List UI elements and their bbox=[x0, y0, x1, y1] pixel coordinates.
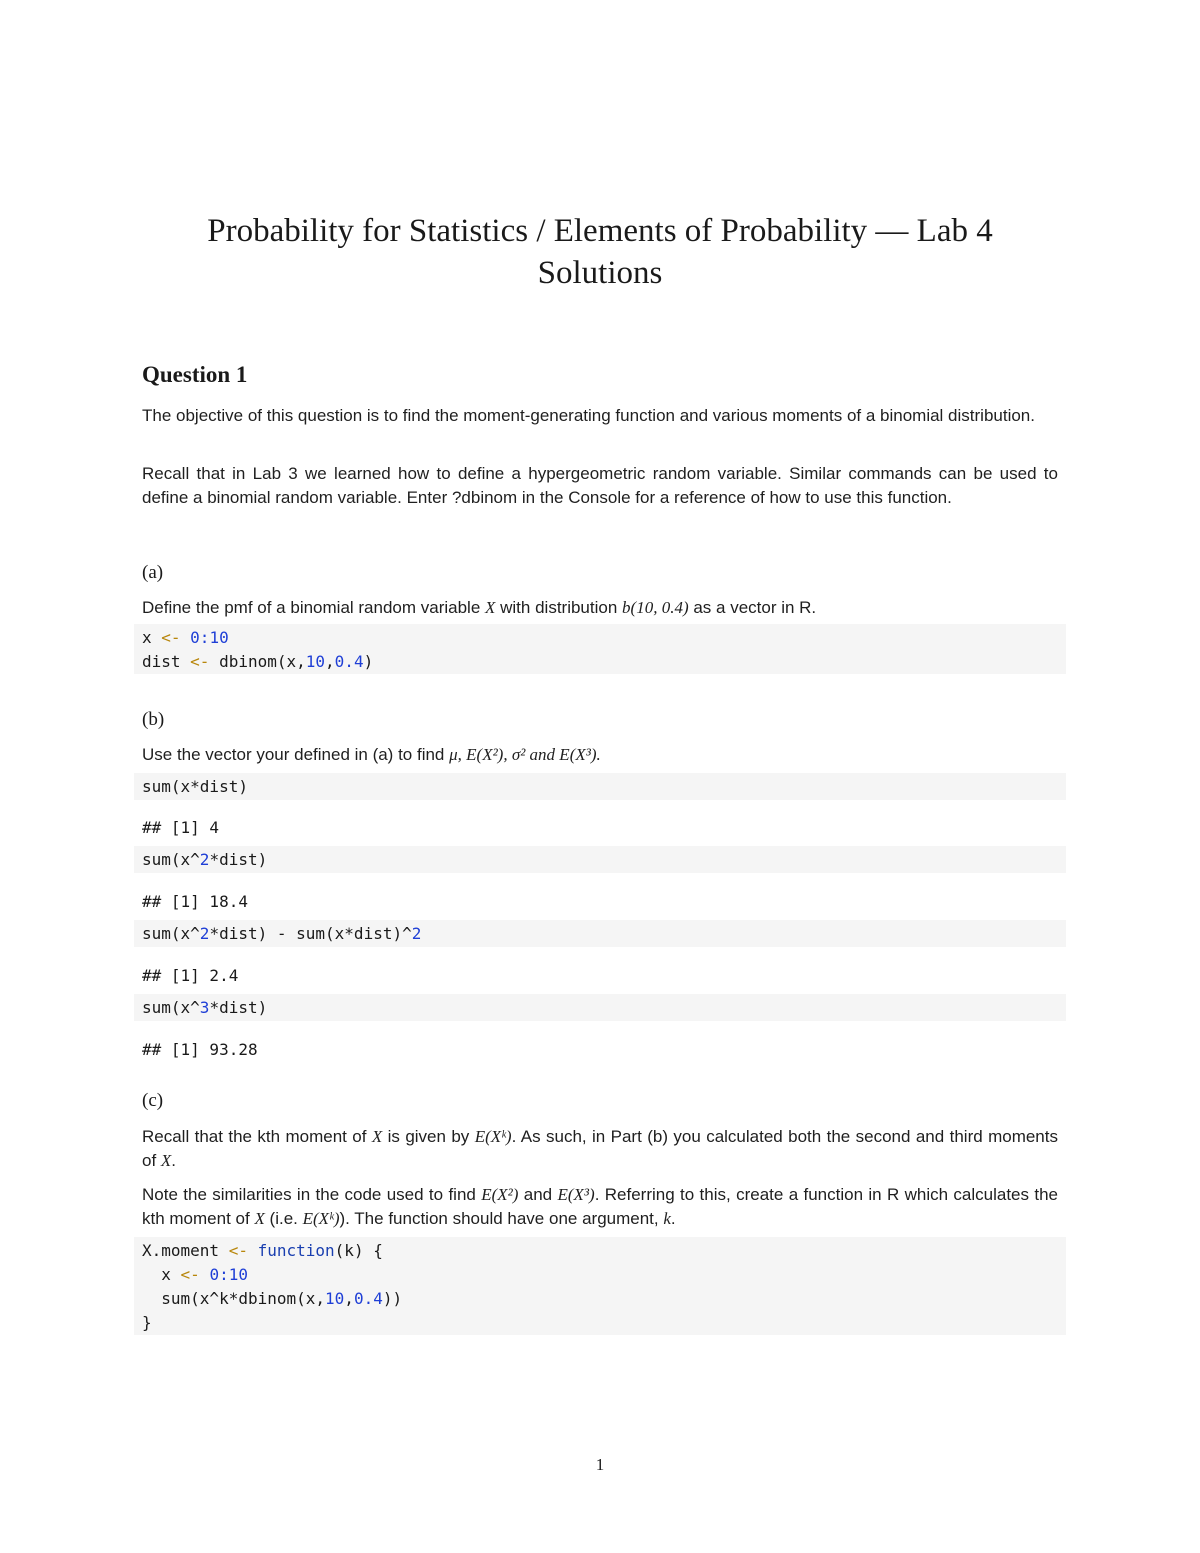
output-b3: ## [1] 2.4 bbox=[142, 966, 239, 985]
question-1-heading: Question 1 bbox=[142, 362, 248, 387]
code-block-b2: sum(x^2*dist) bbox=[134, 846, 1066, 873]
math-x: X bbox=[485, 598, 496, 617]
document-title bbox=[140, 210, 1060, 294]
part-c-paragraph-1: Recall that the kth moment of X is given by E(Xᵏ). As such, in Part (b) you calculated both the second and third moments of X. bbox=[142, 1127, 1058, 1170]
part-c-heading: (c) bbox=[142, 1090, 164, 1111]
question-1-intro-paragraph-1: The objective of this question is to find the moment-generating function and various moments of a binomial distribution. bbox=[142, 406, 1035, 425]
output-b1: ## [1] 4 bbox=[142, 818, 220, 837]
math-binomial: b(10, 0.4) bbox=[622, 598, 689, 617]
code-block-b4: sum(x^3*dist) bbox=[134, 994, 1066, 1021]
code-block-b3: sum(x^2*dist) - sum(x*dist)^2 bbox=[134, 920, 1066, 947]
page-number: 1 bbox=[595, 1455, 605, 1474]
code-block-part-a: x <- 0:10 dist <- dbinom(x,10,0.4) bbox=[134, 624, 1066, 674]
question-1-intro-paragraph-2: Recall that in Lab 3 we learned how to define a hypergeometric random variable. Similar commands can be used to define a binomial random variable. Enter ?dbinom in the Console for a reference of how to use this function. bbox=[142, 464, 1058, 507]
code-block-b1: sum(x*dist) bbox=[134, 773, 1066, 800]
code-block-part-c: X.moment <- function(k) { x <- 0:10 sum(x^k*dbinom(x,10,0.4)) } bbox=[134, 1237, 1066, 1335]
title-line-2: Solutions bbox=[537, 255, 663, 291]
output-b4: ## [1] 93.28 bbox=[142, 1040, 258, 1059]
math-moments: μ, E(X²), σ² and E(X³). bbox=[449, 745, 601, 764]
part-a-heading: (a) bbox=[142, 562, 164, 583]
title-line-1: Probability for Statistics / Elements of Probability — Lab 4 bbox=[207, 213, 993, 249]
part-a-text: Define the pmf of a binomial random variable X with distribution b(10, 0.4) as a vector in R. bbox=[142, 598, 817, 617]
part-c-paragraph-2: Note the similarities in the code used to find E(X²) and E(X³). Referring to this, create a function in R which calculates the kth moment of X (i.e. E(Xᵏ)). The function should have one argument, k. bbox=[142, 1185, 1058, 1228]
part-b-text: Use the vector your defined in (a) to find μ, E(X²), σ² and E(X³). bbox=[142, 745, 601, 764]
output-b2: ## [1] 18.4 bbox=[142, 892, 248, 911]
part-b-heading: (b) bbox=[142, 709, 165, 730]
